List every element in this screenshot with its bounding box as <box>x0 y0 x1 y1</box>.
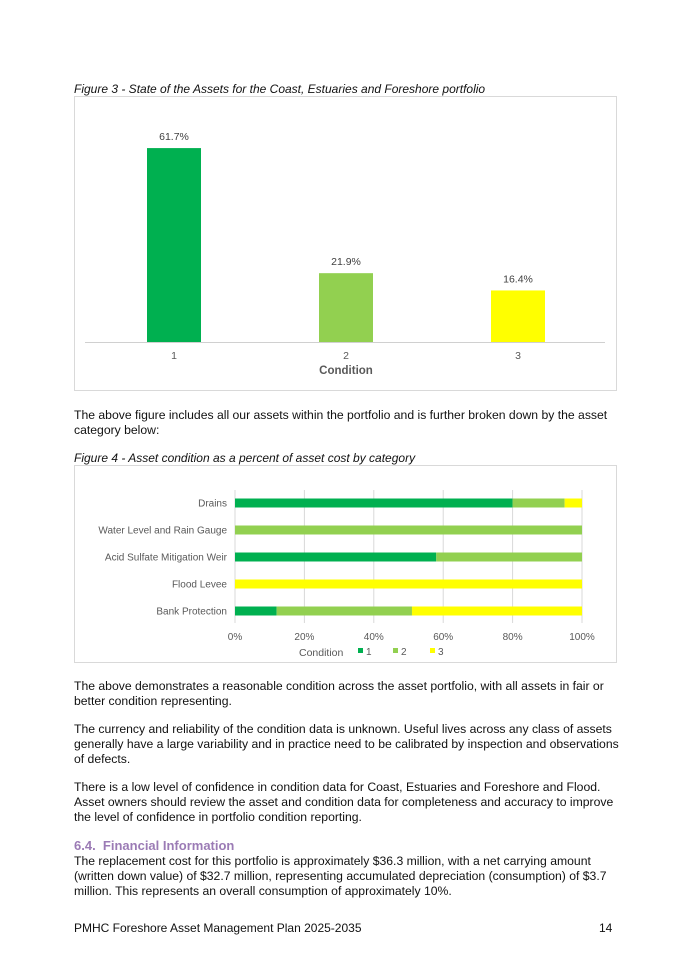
tick-label-2: 2 <box>343 350 349 362</box>
legend-title: Condition <box>299 647 344 659</box>
legend-label-3: 3 <box>438 647 444 658</box>
paragraph-data-currency: The currency and reliability of the condition data is unknown. Useful lives across any class of assets generally have a large variability and in practice need to be calibrated by inspection and observations of defects. <box>74 722 619 766</box>
tick-label-1: 1 <box>171 350 177 362</box>
legend-label-1: 1 <box>366 647 372 658</box>
bar-4-condition-2 <box>277 607 412 616</box>
bar-3-condition-3 <box>235 580 582 589</box>
bar-0-condition-2 <box>513 499 565 508</box>
bar-2-condition-1 <box>235 553 436 562</box>
paragraph-figure-intro: The above figure includes all our assets within the portfolio and is further broken down by the asset category below: <box>74 408 608 437</box>
category-condition-chart <box>75 466 616 662</box>
bar-4-condition-1 <box>235 607 277 616</box>
bar-0-condition-3 <box>565 499 582 508</box>
section-heading <box>74 838 234 853</box>
x-axis-title: Condition <box>319 365 373 377</box>
section-number: 6.4. <box>74 838 96 853</box>
bar-condition-3 <box>491 290 545 342</box>
bar-condition-2 <box>319 273 373 342</box>
legend-swatch-3 <box>430 648 435 653</box>
category-label-2: Acid Sulfate Mitigation Weir <box>104 552 227 564</box>
data-label-condition-3: 16.4% <box>503 273 533 286</box>
bar-2-condition-2 <box>436 553 582 562</box>
x-tick-label-40: 40% <box>363 632 384 643</box>
legend-swatch-2 <box>393 648 398 653</box>
paragraph-condition-summary: The above demonstrates a reasonable condition across the asset portfolio, with all assets in fair or better condition representing. <box>74 679 604 708</box>
figure4-chart <box>74 465 617 663</box>
footer-title: PMHC Foreshore Asset Management Plan 2025-2035 <box>74 921 362 935</box>
x-tick-label-80: 80% <box>502 632 523 643</box>
category-label-3: Flood Levee <box>171 579 227 591</box>
paragraph-confidence: There is a low level of confidence in condition data for Coast, Estuaries and Foreshore and Flood. Asset owners should review the asset and condition data for completeness and accuracy to improve the level of confidence in portfolio condition reporting. <box>74 780 614 824</box>
x-tick-label-0: 0% <box>227 632 243 643</box>
category-label-4: Bank Protection <box>156 606 227 618</box>
x-tick-label-100: 100% <box>569 632 595 643</box>
bar-0-condition-1 <box>235 499 513 508</box>
legend-label-2: 2 <box>401 647 407 658</box>
x-tick-label-20: 20% <box>294 632 315 643</box>
data-label-condition-1: 61.7% <box>159 131 189 144</box>
category-label-0: Drains <box>198 498 227 510</box>
page-number: 14 <box>599 921 613 935</box>
legend-swatch-1 <box>358 648 363 653</box>
section-title: Financial Information <box>102 838 235 853</box>
data-label-condition-2: 21.9% <box>331 256 361 269</box>
figure4-caption: Figure 4 - Asset condition as a percent of asset cost by category <box>74 451 416 465</box>
paragraph-financial: The replacement cost for this portfolio is approximately $36.3 million, with a net carrying amount (written down value) of $32.7 million, representing accumulated depreciation (consumption) of $3.7 million. This represents an overall consumption of approximately 10%. <box>74 854 607 898</box>
figure3-chart <box>74 96 617 391</box>
bar-4-condition-3 <box>412 607 582 616</box>
category-label-1: Water Level and Rain Gauge <box>98 525 227 537</box>
bar-condition-1 <box>147 148 201 342</box>
condition-bar-chart <box>75 97 616 390</box>
bar-1-condition-2 <box>235 526 582 535</box>
x-tick-label-60: 60% <box>433 632 454 643</box>
tick-label-3: 3 <box>515 350 521 362</box>
figure3-caption: Figure 3 - State of the Assets for the Coast, Estuaries and Foreshore portfolio <box>74 82 486 96</box>
